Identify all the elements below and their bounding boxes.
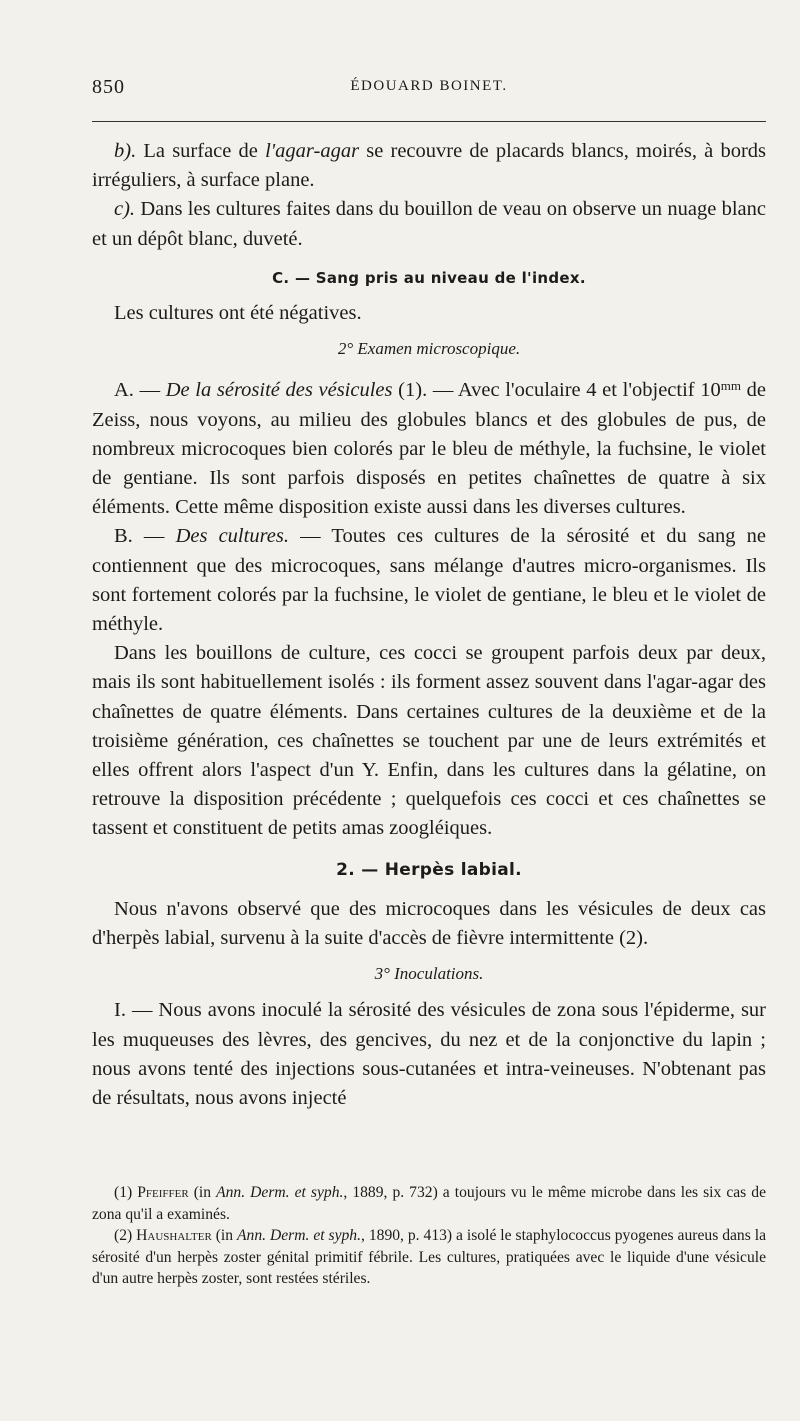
label-c: c).: [114, 198, 136, 221]
paragraph-B: [92, 522, 766, 639]
text-span: La surface de: [136, 140, 266, 162]
journal-title: Ann. Derm. et syph.: [216, 1184, 344, 1201]
journal-title: Ann. Derm. et syph.: [237, 1227, 361, 1244]
text-span: (in: [188, 1184, 217, 1201]
paragraph-c: [92, 195, 766, 253]
text-span: (2): [114, 1227, 137, 1244]
text-span: , 1890, p. 413) a isolé le staphylococcus pyogenes aureus dans la sérosité d'un herpès zoster génital primitif fébrile. Les cultures, pratiquées avec le liquide d'une vésicule d'un autre herpès zoster, sont restées stériles.: [92, 1227, 766, 1287]
italic-span: De la sérosité des vésicules: [165, 379, 393, 402]
page-header: [92, 76, 766, 106]
label-b: b).: [114, 140, 137, 162]
paragraph-bouillons: Dans les bouillons de culture, ces cocci se groupent parfois deux par deux, mais ils sont habituellement isolés : ils forment assez souvent dans l'agar-agar des chaînettes de quatre éléments. Dans certaines cultures de la deuxième et de la troisième génération, ces chaînettes se touchent par une de leurs extrémités et elles offrent alors l'aspect d'un Y. Enfin, dans les cultures dans la gélatine, on retrouve la disposition précédente ; quelquefois ces cocci et ces chaînettes se tassent et constituent de petits amas zoogléiques.: [92, 642, 766, 840]
text-span: , 1889, p. 732) a toujours vu le même microbe dans les six cas de zona qu'il a examinés.: [92, 1184, 766, 1223]
text-span: de Zeiss, nous voyons, au milieu des globules blancs et des globules de pus, de nombreux microcoques bien colorés par le bleu de méthyle, la fuchsine, le violet de gentiane. Ils sont parfois disposés en petites chaînettes de quatre à six éléments. Cette même disposition existe aussi dans les diverses cultures.: [92, 379, 767, 519]
paragraph-herpes: Nous n'avons observé que des microcoques dans les vésicules de deux cas d'herpès labial, survenu à la suite d'accès de fièvre intermittente (2).: [92, 897, 766, 950]
italic-span: Des cultures.: [175, 525, 289, 548]
text-span: (1): [114, 1184, 138, 1201]
superscript: mm: [720, 378, 742, 394]
italic-span: l'agar-agar: [265, 140, 360, 162]
text-span: A. —: [114, 379, 166, 402]
text-span: se recouvre de placards blancs, moirés, à bords irréguliers, à surface plane.: [92, 140, 766, 192]
page-number: 850: [92, 76, 125, 98]
paragraph-A: [92, 371, 766, 522]
header-rule: [92, 121, 766, 122]
paragraph-negative: Les cultures ont été négatives.: [114, 302, 362, 325]
main-text: [92, 137, 766, 1113]
text-span: B. —: [114, 525, 176, 548]
text-span: Dans les cultures faites dans du bouillon de veau on observe un nuage blanc et un dépôt blanc, duveté.: [92, 198, 766, 250]
footnote-1: [92, 1182, 766, 1225]
running-head: ÉDOUARD BOINET.: [350, 78, 508, 94]
section-heading-microscopic: 2° Examen microscopique.: [337, 339, 521, 359]
text-span: (in: [211, 1227, 237, 1244]
author-name: Pfeiffer: [137, 1184, 189, 1201]
text-span: — Toutes ces cultures de la sérosité et du sang ne contiennent que des microcoques, sans mélange d'autres micro-organismes. Ils sont fortement colorés par la fuchsine, le violet de gentiane, le bleu et le violet de méthyle.: [92, 525, 766, 636]
text-span: (1). — Avec l'oculaire 4 et l'objectif 10: [392, 379, 721, 402]
section-heading-inoculations: 3° Inoculations.: [374, 964, 484, 984]
section-heading-herpes: 2. — Herpès labial.: [336, 859, 522, 880]
footnotes: [92, 1182, 766, 1290]
section-heading-blood: C. — Sang pris au niveau de l'index.: [272, 268, 586, 287]
author-name: Haushalter: [136, 1227, 212, 1244]
paragraph-I: I. — Nous avons inoculé la sérosité des vésicules de zona sous l'épiderme, sur les muqueuses des lèvres, des gencives, du nez et de la conjonctive du lapin ; nous avons tenté des injections sous-cutanées et intra-veineuses. N'obtenant pas de résultats, nous avons injecté: [92, 999, 766, 1110]
paragraph-b: [92, 137, 766, 195]
footnote-2: [92, 1225, 766, 1290]
